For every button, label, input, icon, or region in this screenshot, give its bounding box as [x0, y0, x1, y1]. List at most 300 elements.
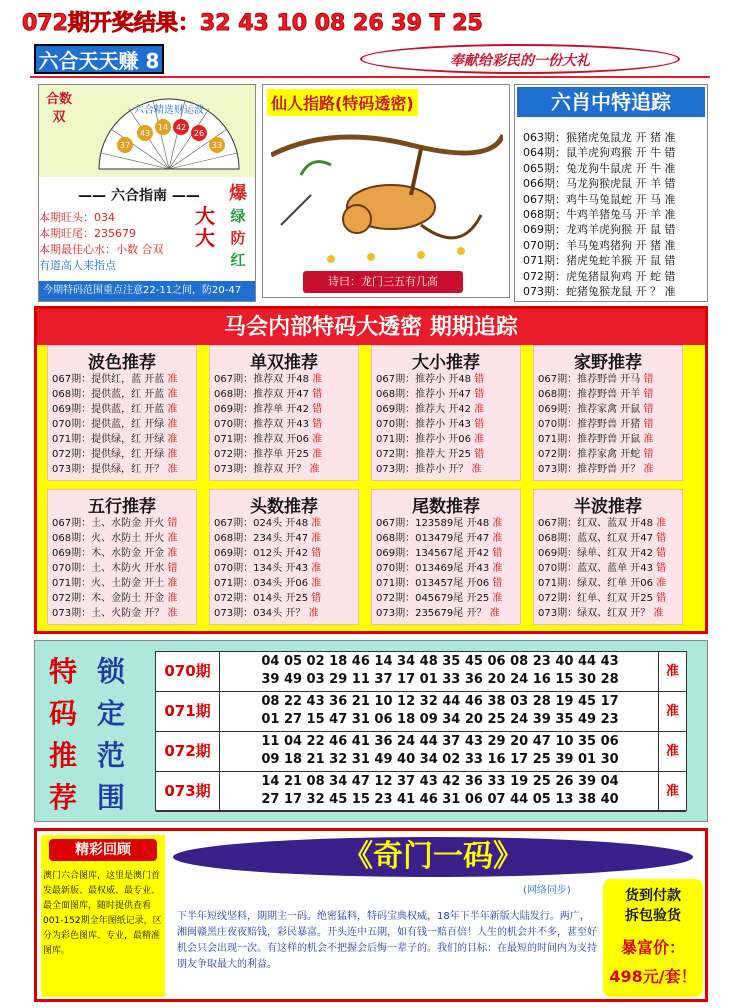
tip-result: 准: [312, 374, 323, 385]
tip-row: [210, 417, 358, 432]
open: 开 马: [635, 192, 661, 206]
tip-open: 开42: [466, 548, 490, 559]
tip-row: [48, 462, 196, 477]
tip-row: [210, 606, 358, 621]
fan-ball-number: 42: [175, 123, 187, 132]
tip-result: 准: [167, 464, 178, 475]
tip-text: 070期：013469尾: [376, 563, 464, 574]
tip-card-title: 单双推荐: [250, 353, 318, 373]
lock-mark: 准: [658, 732, 686, 771]
tip-card: [47, 345, 197, 481]
fan-box: [38, 84, 256, 302]
guide-title-text: 六合指南: [111, 188, 167, 204]
tip-text: 067期：123589尾: [376, 518, 464, 529]
result: 准: [664, 285, 676, 298]
tip-open: 开25: [448, 449, 472, 460]
guide-title: —— 六合指南 ——: [78, 188, 200, 204]
tip-result: 准: [167, 449, 178, 460]
tip-row: [48, 432, 196, 447]
tip-result: 错: [474, 419, 485, 430]
tip-result: 准: [492, 518, 503, 529]
tip-result: 准: [167, 608, 178, 619]
tip-text: 067期：提供红，蓝: [52, 374, 142, 385]
lock-row: [156, 772, 686, 812]
tip-open: 开42: [630, 548, 654, 559]
promo-section: [34, 828, 708, 1002]
fan-ball-number: 37: [119, 141, 131, 150]
tip-result: 准: [471, 464, 482, 475]
tip-row: [534, 372, 682, 387]
six-xiao-row: [523, 283, 676, 299]
tip-row: [210, 447, 358, 462]
period: 072期：: [523, 269, 566, 283]
tip-open: 开？: [466, 608, 487, 619]
tip-row: [372, 576, 520, 591]
lock-char: 特: [49, 655, 78, 688]
price-amount: 498元/套！: [609, 967, 697, 986]
tip-result: 准: [167, 374, 178, 385]
lock-mark: 准: [658, 772, 686, 811]
result: 准: [664, 208, 676, 221]
lock-numbers: [222, 733, 658, 769]
lock-left-col: [49, 651, 89, 819]
tip-open: 开42: [448, 404, 472, 415]
lock-period: 071期: [156, 692, 220, 731]
tip-row: [534, 432, 682, 447]
tip-text: 068期：火、水防土: [52, 533, 142, 544]
tip-result: 准: [311, 533, 322, 544]
tip-result: 错: [656, 548, 667, 559]
tip-row: [534, 516, 682, 531]
tip-row: [372, 546, 520, 561]
tip-result: 错: [167, 518, 178, 529]
lock-line: 08 22 43 36 21 10 12 32 44 46 38 03 28 19 45 17: [261, 694, 619, 709]
tip-card-title: 大小推荐: [412, 353, 480, 373]
tip-text: 073期：推荐野兽: [538, 464, 618, 475]
open: 开 羊: [635, 177, 661, 191]
tip-row: [48, 546, 196, 561]
result: 准: [664, 238, 676, 252]
tip-row: [210, 546, 358, 561]
tip-text: 072期：推荐单: [214, 449, 284, 460]
lock-char: 锁: [97, 655, 126, 688]
tip-open: 开48: [448, 374, 472, 385]
tip-open: 开47: [630, 533, 654, 544]
tip-text: 068期：推荐双: [214, 389, 284, 400]
tip-text: 073期：034头: [214, 608, 283, 619]
tip-result: 准: [492, 533, 503, 544]
tip-open: 开水: [144, 563, 165, 574]
tip-result: 错: [312, 404, 323, 415]
tip-open: 开猪: [620, 419, 641, 430]
tip-open: 开绿: [144, 419, 165, 430]
period: 069期：: [523, 223, 566, 237]
tip-card-title: 五行推荐: [88, 497, 156, 517]
tip-result: 准: [309, 464, 320, 475]
tip-open: 开48: [630, 518, 654, 529]
tip-text: 072期：045679尾: [376, 593, 464, 604]
tip-result: 错: [656, 563, 667, 574]
period: 073期：: [523, 285, 566, 298]
tip-text: 069期：推荐家禽: [538, 404, 618, 415]
tip-text: 067期：土、水防金: [52, 518, 142, 529]
fan-ball-number: 26: [193, 129, 205, 138]
tip-row: [534, 387, 682, 402]
lock-line: 27 17 32 45 15 23 41 46 31 06 07 44 05 13 38 40: [261, 792, 619, 807]
tip-row: [372, 606, 520, 621]
tip-row: [372, 447, 520, 462]
six-xiao-title: 六肖中特追踪: [517, 87, 705, 117]
qimen-banner: 《奇门一码》: [173, 837, 693, 877]
tip-text: 070期：推荐野兽: [538, 419, 618, 430]
bao-label: [223, 183, 253, 271]
lock-numbers: [222, 693, 658, 729]
big-char-2: 大: [195, 226, 215, 250]
tip-open: 开蓝: [144, 404, 165, 415]
tip-result: 错: [643, 389, 654, 400]
tip-open: 开43: [448, 419, 472, 430]
xian-box: [262, 84, 510, 298]
zodiacs: 虎兔猪鼠狗鸡: [566, 269, 632, 283]
lock-line: 09 18 21 32 31 49 40 34 02 33 16 17 25 39 01 30: [261, 752, 619, 767]
result: 错: [664, 223, 676, 237]
tip-row: [372, 516, 520, 531]
tip-open: 开43: [285, 563, 309, 574]
tip-text: 067期：024头: [214, 518, 283, 529]
tip-text: 068期：推荐小: [376, 389, 446, 400]
review-title: 精彩回顾: [49, 839, 157, 861]
result: 错: [664, 269, 676, 283]
tip-result: 准: [489, 608, 500, 619]
six-xiao-row: [523, 160, 676, 176]
price-label: 暴富价：: [620, 938, 685, 957]
tip-text: 073期：推荐双: [214, 464, 284, 475]
tip-result: 错: [643, 404, 654, 415]
tip-card-title: 波色推荐: [88, 353, 156, 373]
result: 错: [664, 254, 676, 268]
tip-text: 068期：234头: [214, 533, 283, 544]
tip-open: 开金: [144, 548, 165, 559]
tip-open: 开47: [466, 533, 490, 544]
tip-text: 070期：推荐双: [214, 419, 284, 430]
tip-row: [48, 591, 196, 606]
lock-line: 39 49 03 29 11 37 17 01 33 36 20 24 16 15 30 28: [261, 672, 619, 687]
period: 071期：: [523, 254, 566, 268]
tip-text: 071期：推荐双: [214, 434, 284, 445]
fan-caption: 六合精选财运波: [134, 105, 204, 116]
open: 开 猪: [635, 131, 661, 144]
tip-text: 071期：034头: [214, 578, 283, 589]
tip-row: [534, 546, 682, 561]
lock-range-section: [34, 640, 708, 822]
tip-text: 070期：推荐小: [376, 419, 446, 430]
lock-line: 11 04 22 46 41 36 24 44 37 43 29 20 47 10 35 06: [261, 734, 619, 749]
tip-open: 开06: [285, 578, 309, 589]
draw-result-title: 072期开奖结果：32 43 10 08 26 39 T 25: [22, 11, 483, 36]
zodiacs: 蛇猪兔猴龙鼠: [566, 285, 632, 298]
right-col-char: 绿: [230, 207, 246, 225]
tip-text: 070期：134头: [214, 563, 283, 574]
tip-row: [210, 387, 358, 402]
tip-open: 开42: [286, 404, 310, 415]
tip-card: [371, 345, 521, 481]
tip-text: 070期：提供蓝，红: [52, 419, 142, 430]
open: 开 羊: [635, 208, 661, 221]
tip-open: 开42: [285, 548, 309, 559]
tip-row: [372, 417, 520, 432]
lock-char: 推: [49, 739, 78, 772]
tip-text: 071期：推荐小: [376, 434, 446, 445]
tip-result: 错: [492, 548, 503, 559]
tip-text: 067期：推荐双: [214, 374, 284, 385]
six-xiao-row: [523, 237, 676, 253]
tip-text: 072期：木、金防土: [52, 593, 142, 604]
tip-open: 开48: [285, 518, 309, 529]
tip-text: 073期：土、火防金: [52, 608, 142, 619]
tip-card: [533, 345, 683, 481]
cod-box: [603, 879, 703, 997]
zodiacs: 羊马兔鸡猪狗: [566, 238, 632, 252]
tip-row: [48, 606, 196, 621]
tip-open: 开金: [144, 593, 165, 604]
tip-open: 开06: [466, 578, 490, 589]
fan-graphic: [89, 93, 249, 173]
tip-row: [534, 417, 682, 432]
six-xiao-row: [523, 191, 676, 207]
tip-row: [210, 591, 358, 606]
review-box: [41, 835, 165, 997]
result: 准: [664, 161, 676, 175]
header-bar: [0, 0, 740, 40]
tip-text: 069期：推荐大: [376, 404, 446, 415]
zodiacs: 鸡牛马兔鼠蛇: [566, 192, 632, 206]
six-xiao-row: [523, 175, 676, 191]
tip-text: 071期：013457尾: [376, 578, 464, 589]
tip-text: 067期：推荐野兽: [538, 374, 618, 385]
lock-char: 码: [49, 697, 78, 730]
lock-row: [156, 692, 686, 732]
tip-result: 准: [167, 593, 178, 604]
tip-text: 072期：014头: [214, 593, 283, 604]
tip-open: 开？: [286, 464, 307, 475]
tip-card: [533, 489, 683, 625]
tip-open: 开06: [630, 578, 654, 589]
open: 开 牛: [635, 161, 661, 175]
tip-open: 开土: [144, 578, 165, 589]
tip-row: [48, 447, 196, 462]
tip-row: [210, 576, 358, 591]
tip-text: 073期：绿双、红双: [538, 608, 628, 619]
tip-text: 073期：提供绿，红: [52, 464, 142, 475]
tip-text: 070期：蓝双、蓝单: [538, 563, 628, 574]
monkey-illustration: [271, 115, 503, 269]
promo-text: 下半年短线坚料，期期主一码。绝密猛料，特码宝典权威，18年下半年新版大陆发行。两广，湘闽赣黑庄夜夜赔钱，彩民暴富。开头连中五期，如有钱一赔百倍！人生的机会并不多，葚至好机会只会出现一次。有这样的机会不把握会后悔一辈子的。我们的目标：在最短的时间内为支持朋友争取最大的利益。: [177, 911, 597, 970]
lock-numbers: [222, 773, 658, 809]
fan-footnote: 今期特码范围重点注意22-11之间，防20-47: [39, 281, 255, 301]
tip-row: [48, 561, 196, 576]
tip-row: [534, 591, 682, 606]
tip-open: 开蓝: [144, 389, 165, 400]
result: 准: [664, 131, 676, 144]
zodiacs: 兔龙狗牛鼠虎: [566, 161, 632, 175]
tip-row: [534, 402, 682, 417]
tip-open: 开？: [448, 464, 469, 475]
period: 067期：: [523, 192, 566, 206]
tip-row: [372, 561, 520, 576]
result: 准: [664, 192, 676, 206]
six-xiao-row: [523, 129, 676, 145]
tip-result: 准: [656, 518, 667, 529]
brand-name: 六合天天赚 8: [34, 44, 164, 74]
lock-char: 范: [97, 739, 126, 772]
tip-row: [534, 561, 682, 576]
tip-card-title: 尾数推荐: [412, 497, 480, 517]
tip-result: 准: [643, 434, 654, 445]
tip-row: [534, 576, 682, 591]
tip-result: 错: [312, 389, 323, 400]
tip-open: 开？: [630, 608, 651, 619]
tip-result: 准: [167, 578, 178, 589]
tip-open: 开蛇: [620, 449, 641, 460]
tip-result: 准: [167, 533, 178, 544]
tip-result: 错: [643, 374, 654, 385]
tip-result: 错: [656, 533, 667, 544]
tips-section: [34, 306, 708, 634]
tip-result: 准: [474, 404, 485, 415]
tip-card: [371, 489, 521, 625]
tip-result: 准: [474, 434, 485, 445]
tip-result: 错: [656, 593, 667, 604]
tip-text: 071期：推荐野兽: [538, 434, 618, 445]
tip-result: 准: [167, 548, 178, 559]
period: 066期：: [523, 177, 566, 191]
tip-open: 开绿: [144, 449, 165, 460]
fan-ball-number: 14: [157, 123, 169, 132]
tip-open: 开鼠: [620, 404, 641, 415]
fan-ball-number: 43: [139, 129, 151, 138]
tip-row: [48, 516, 196, 531]
cod-line: 拆包验货: [625, 908, 681, 924]
lock-mark: 准: [658, 652, 686, 691]
tip-result: 错: [474, 374, 485, 385]
open: 开 牛: [635, 146, 661, 160]
tip-text: 070期：土、木防火: [52, 563, 142, 574]
tip-text: 073期：235679尾: [376, 608, 464, 619]
lock-right-col: [97, 651, 137, 819]
fan-ball-number: 33: [211, 141, 223, 150]
tip-result: 准: [311, 578, 322, 589]
side-label: 合数双: [45, 92, 72, 125]
zodiacs: 猴猪虎兔鼠龙: [566, 131, 632, 144]
tip-result: 准: [167, 419, 178, 430]
tip-result: 错: [312, 419, 323, 430]
tip-text: 069期：木、水防金: [52, 548, 142, 559]
zodiacs: 龙鸡羊虎狗猴: [566, 223, 632, 237]
tip-text: 069期：134567尾: [376, 548, 464, 559]
tip-result: 错: [643, 449, 654, 460]
big-char-1: 大: [195, 204, 215, 228]
tip-result: 准: [311, 563, 322, 574]
tip-text: 068期：013479尾: [376, 533, 464, 544]
tip-result: 准: [653, 608, 664, 619]
tip-row: [48, 387, 196, 402]
lock-period: 073期: [156, 772, 220, 811]
tip-open: 开47: [285, 533, 309, 544]
tip-row: [372, 531, 520, 546]
tip-text: 069期：提供蓝，红: [52, 404, 142, 415]
tip-result: 错: [474, 449, 485, 460]
tip-row: [210, 561, 358, 576]
tip-row: [210, 432, 358, 447]
xian-title: 仙人指路(特码透密): [267, 89, 418, 116]
tip-card: [209, 489, 359, 625]
tip-text: 067期：红双、蓝双: [538, 518, 628, 529]
tip-text: 071期：提供绿，红: [52, 434, 142, 445]
period: 065期：: [523, 161, 566, 175]
lock-line: 01 27 15 47 31 06 18 09 34 20 25 24 39 35 49 23: [261, 712, 619, 727]
right-col-char: 防: [230, 229, 246, 247]
tip-open: 开06: [448, 434, 472, 445]
tip-open: 开火: [144, 518, 165, 529]
open: 开 ？: [635, 285, 661, 298]
tip-result: 错: [311, 593, 322, 604]
tip-row: [210, 402, 358, 417]
result: 错: [664, 177, 676, 191]
open: 开 鼠: [635, 223, 661, 237]
lock-line: 04 05 02 18 46 14 34 48 35 45 06 08 23 40 44 43: [261, 654, 619, 669]
tip-open: 开马: [620, 374, 641, 385]
tip-open: 开48: [466, 518, 490, 529]
review-text: 澳门六合图库，这里是澳门首发最新版、最权威、最专业、最全面图库，随时提供查看001-152期全年图纸记录，区分为彩色图库、专业，最精准图库。: [43, 871, 162, 956]
six-xiao-row: [523, 252, 676, 268]
six-xiao-box: [514, 84, 708, 302]
tip-result: 错: [492, 578, 503, 589]
tip-open: 开蓝: [144, 374, 165, 385]
tip-open: 开火: [144, 533, 165, 544]
tip-open: 开43: [466, 563, 490, 574]
right-col-char: 红: [230, 251, 246, 269]
tip-row: [210, 531, 358, 546]
tip-row: [48, 402, 196, 417]
tip-open: 开48: [286, 374, 310, 385]
zodiacs: 牛鸡羊猪兔马: [566, 208, 632, 221]
tip-row: [372, 462, 520, 477]
guide-line: 本期旺头：034: [39, 211, 115, 224]
xian-poem: 诗曰：龙门三五有几高: [303, 271, 463, 293]
tip-result: 准: [308, 608, 319, 619]
tip-text: 069期：012头: [214, 548, 283, 559]
tip-text: 071期：绿双、红单: [538, 578, 628, 589]
tip-open: 开？: [285, 608, 306, 619]
lock-char: 定: [97, 697, 126, 730]
tip-card-title: 头数推荐: [250, 497, 318, 517]
net-sync-label: (网络同步): [523, 885, 571, 896]
tip-open: 开25: [285, 593, 309, 604]
period: 063期：: [523, 131, 566, 144]
tip-open: 开？: [620, 464, 641, 475]
tip-text: 069期：绿单、红双: [538, 548, 628, 559]
lock-table: [155, 651, 687, 811]
zodiacs: 鼠羊虎狗鸡猴: [566, 146, 632, 160]
open: 开 猪: [635, 238, 661, 252]
lock-char: 荐: [49, 781, 78, 814]
tip-text: 073期：推荐小: [376, 464, 446, 475]
zodiacs: 猪虎兔蛇羊猴: [566, 254, 632, 268]
tip-open: 开43: [286, 419, 310, 430]
tip-open: 开鼠: [620, 434, 641, 445]
tip-result: 准: [311, 518, 322, 529]
tip-row: [534, 606, 682, 621]
